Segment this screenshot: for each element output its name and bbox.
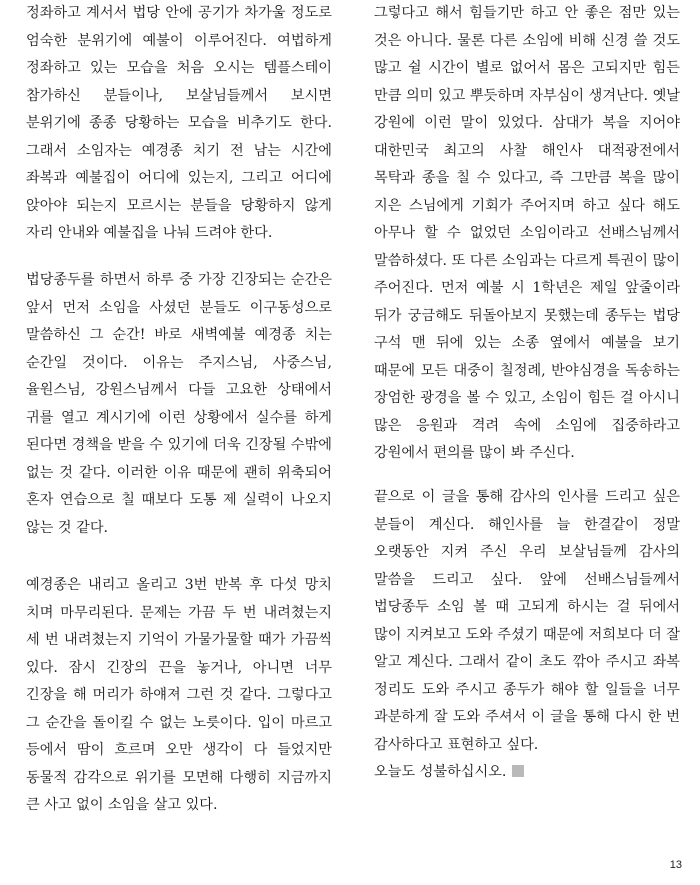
end-mark-icon xyxy=(512,765,524,777)
closing-line xyxy=(374,759,680,787)
paragraph-left-2: 법당종두를 하면서 하루 중 가장 긴장되는 순간은 앞서 먼저 소임을 사셨던 분들도 이구동성으로 말씀하신 그 순간! 바로 새벽예불 예경종 치는 순간일 것이다. 이유는 주지스님, 사중스님, 율원스님, 강원스님께서 다들 고요한 상태에서 귀를 열고 계시기에 이런 상황에서 실수를 하게 된다면 경책을 받을 수 있기에 더욱 긴장될 수밖에 없는 것 같다. 이러한 이유 때문에 괜히 위축되어 혼자 연습으로 칠 때보다 도통 제 실력이 나오지 않는 것 같다. xyxy=(26,272,332,536)
paragraph-right-2-block xyxy=(374,484,680,787)
paragraph-left-1: 정좌하고 계서서 법당 안에 공기가 차가울 정도로 엄숙한 분위기에 예불이 이루어진다. 여법하게 정좌하고 있는 모습을 처음 오시는 템플스테이 참가하신 분들이나, 보살님들께서 보시면 분위기에 종종 당황하는 모습을 비추기도 한다. 그래서 소임자는 예경종 치기 전 남는 시간에 좌복과 예불집이 어디에 있는지, 그리고 어디에 앉아야 되는지 모르시는 분들을 당황하지 않게 자리 안내와 예불집을 나눠 드려야 한다. xyxy=(26,5,332,241)
closing-text: 오늘도 성불하십시오. xyxy=(374,764,507,780)
paragraph-right-2: 끝으로 이 글을 통해 감사의 인사를 드리고 싶은 분들이 계신다. 해인사를 늘 한결같이 정말 오랫동안 지켜 주신 우리 보살님들께 감사의 말씀을 드리고 싶다. 앞에 선배스님들께서 법당종두 소임 볼 때 고되게 하시는 걸 뒤에서 많이 지켜보고 도와 주셨기 때문에 저희보다 더 잘 알고 계신다. 그래서 같이 초도 깎아 주시고 좌복 정리도 도와 주시고 종두가 해야 할 일들을 너무 과분하게 잘 도와 주셔서 이 글을 통해 다시 한 번 감사하다고 표현하고 싶다. xyxy=(374,489,680,753)
paragraph-right-1: 그렇다고 해서 힘들기만 하고 안 좋은 점만 있는 것은 아니다. 물론 다른 소임에 비해 신경 쓸 것도 많고 쉴 시간이 별로 없어서 몸은 고되지만 힘든 만큼 의미 있고 뿌듯하며 자부심이 생겨난다. 옛날 강원에 이런 말이 있었다. 삼대가 복을 지어야 대한민국 최고의 사찰 해인사 대적광전에서 목탁과 종을 칠 수 있다고, 즉 그만큼 복을 많이 지은 스님에게 기회가 주어지며 하고 싶다 해도 아무나 할 수 없었던 소임이라고 선배스님께서 말씀하셨다. 또 다른 소임과는 다르게 특권이 많이 주어진다. 먼저 예불 시 1학년은 제일 앞줄이라 뒤가 궁금해도 뒤돌아보지 못했는데 종두는 법당 구석 맨 뒤에 있는 소종 옆에서 예불을 보기 때문에 모든 대중이 칠정례, 반야심경을 독송하는 장엄한 광경을 볼 수 있고, 소임이 힘든 걸 아시니 많은 응원과 격려 속에 소임에 집중하라고 강원에서 편의를 많이 봐 주신다. xyxy=(374,5,680,461)
paragraph-left-3: 예경종은 내리고 올리고 3번 반복 후 다섯 망치 치며 마무리된다. 문제는 가끔 두 번 내려쳤는지 세 번 내려쳤는지 기억이 가물가물할 때가 가끔씩 있다. 잠시 긴장의 끈을 놓거나, 아니면 너무 긴장을 해 머리가 하얘져 그런 것 같다. 그렇다고 그 순간을 돌이킬 수 없는 노릇이다. 입이 마르고 등에서 땀이 흐르며 오만 생각이 다 들었지만 동물적 감각으로 위기를 모면해 다행히 지금까지 큰 사고 없이 소임을 살고 있다. xyxy=(26,577,332,813)
page-number: 13 xyxy=(669,859,682,871)
